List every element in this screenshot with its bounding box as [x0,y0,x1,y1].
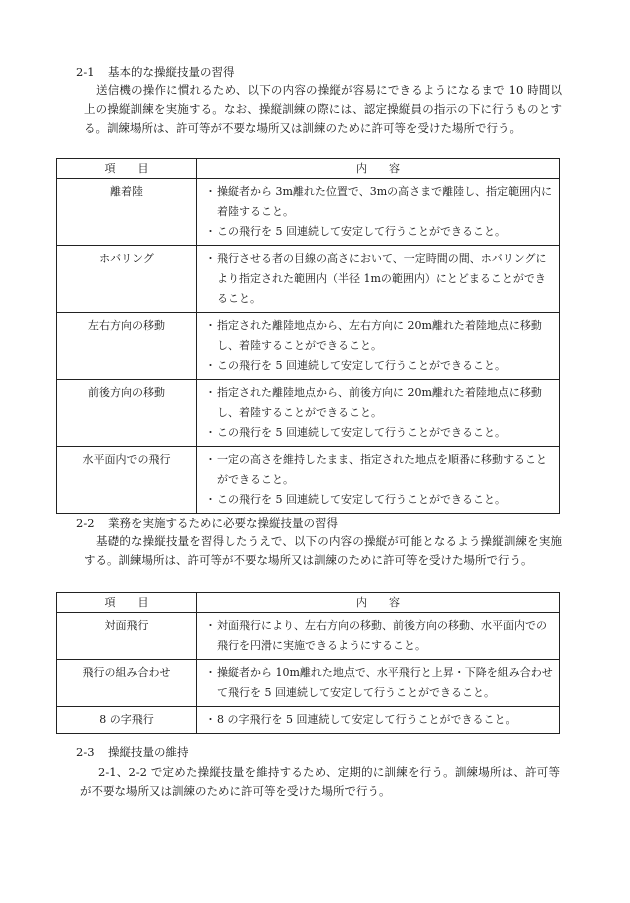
header-item: 項 目 [57,593,197,613]
row-item: ホバリング [57,246,197,313]
bullet-item: ・指定された離陸地点から、前後方向に 20m離れた着陸地点に移動し、着陸することができること。 [205,386,542,419]
section-title: 操縦技量の維持 [108,745,189,759]
section-title: 業務を実施するために必要な操縦技量の習得 [108,516,338,530]
bullet-item: ・この飛行を 5 回連続して安定して行うことができること。 [205,225,506,238]
section-2-1-heading [76,64,235,80]
header-content: 内 容 [197,593,560,613]
section-2-2-paragraph: 基礎的な操縦技量を習得したうえで、以下の内容の操縦が可能となるよう操縦訓練を実施する。訓練場所は、許可等が不要な場所又は訓練のために許可等を受けた場所で行う。 [84,534,562,567]
row-content [197,447,560,514]
bullet-item: ・操縦者から 3m離れた位置で、3mの高さまで離陸し、指定範囲内に着陸すること。 [205,185,553,218]
row-item: 対面飛行 [57,613,197,660]
table-row [57,660,560,707]
section-2-2-heading [76,515,338,531]
row-item: 離着陸 [57,179,197,246]
bullet-item: ・この飛行を 5 回連続して安定して行うことができること。 [205,493,506,506]
header-item: 項 目 [57,159,197,179]
bullet-item: ・操縦者から 10m離れた地点で、水平飛行と上昇・下降を組み合わせて飛行を 5 回連続して安定して行うことができること。 [205,666,553,699]
table-row [57,613,560,660]
row-item: 飛行の組み合わせ [57,660,197,707]
basic-skills-table [56,158,560,514]
table-header-row [57,593,560,613]
row-content [197,613,560,660]
row-item: 8 の字飛行 [57,707,197,734]
section-2-3-heading [76,744,189,760]
section-number: 2-3 [76,745,95,759]
row-content [197,380,560,447]
bullet-item: ・対面飛行により、左右方向の移動、前後方向の移動、水平面内での飛行を円滑に実施できるようにすること。 [205,619,547,652]
row-item: 左右方向の移動 [57,313,197,380]
section-2-1-paragraph: 送信機の操作に慣れるため、以下の内容の操縦が容易にできるようになるまで 10 時間以上の操縦訓練を実施する。なお、操縦訓練の際には、認定操縦員の指示の下に行うものとする。訓練場所は、許可等が不要な場所又は訓練のために許可等を受けた場所で行う。 [84,83,562,135]
section-number: 2-1 [76,65,95,79]
bullet-item: ・この飛行を 5 回連続して安定して行うことができること。 [205,359,506,372]
table-row [57,447,560,514]
table-row [57,246,560,313]
table-row [57,380,560,447]
section-2-3-paragraph: 2-1、2-2 で定めた操縦技量を維持するため、定期的に訓練を行う。訓練場所は、許可等が不要な場所又は訓練のために許可等を受けた場所で行う。 [80,765,560,798]
row-content [197,660,560,707]
bullet-item: ・一定の高さを維持したまま、指定された地点を順番に移動することができること。 [205,453,547,486]
row-item: 水平面内での飛行 [57,447,197,514]
bullet-item: ・8 の字飛行を 5 回連続して安定して行うことができること。 [205,713,517,726]
section-title: 基本的な操縦技量の習得 [108,65,235,79]
row-content [197,246,560,313]
row-content [197,313,560,380]
section-number: 2-2 [76,516,95,530]
row-item: 前後方向の移動 [57,380,197,447]
bullet-item: ・指定された離陸地点から、左右方向に 20m離れた着陸地点に移動し、着陸することができること。 [205,319,542,352]
table-row [57,313,560,380]
header-content: 内 容 [197,159,560,179]
bullet-item: ・この飛行を 5 回連続して安定して行うことができること。 [205,426,506,439]
bullet-item: ・飛行させる者の目線の高さにおいて、一定時間の間、ホバリングにより指定された範囲内（半径 1mの範囲内）にとどまることができること。 [205,252,547,305]
business-skills-table [56,592,560,734]
table-header-row [57,159,560,179]
table-row [57,179,560,246]
row-content [197,179,560,246]
row-content [197,707,560,734]
table-row [57,707,560,734]
